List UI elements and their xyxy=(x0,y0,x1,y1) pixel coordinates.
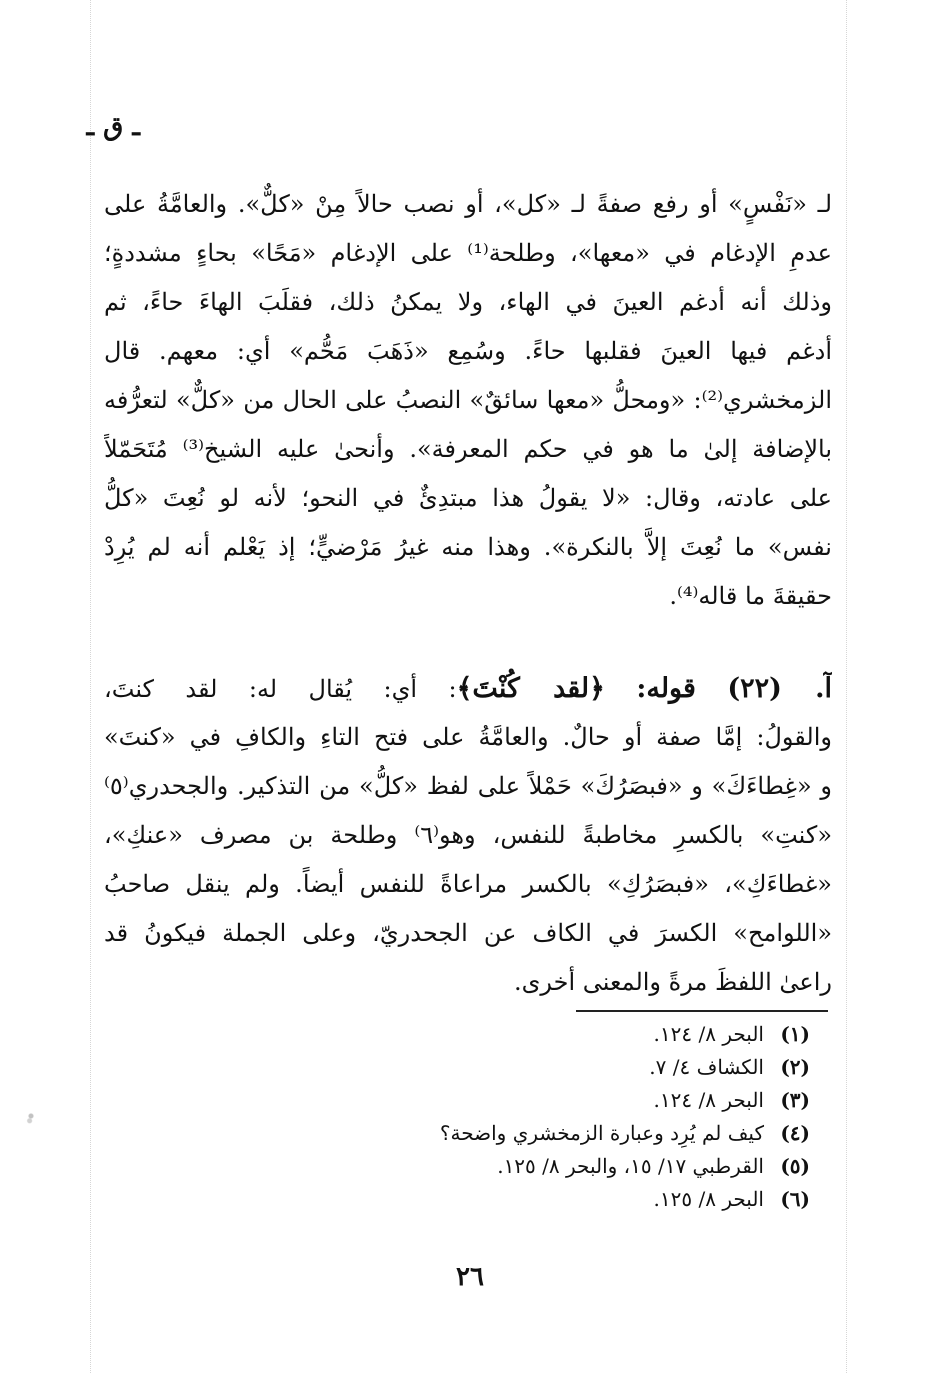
footnote-text: البحر ٨/ ١٢٤. xyxy=(653,1088,764,1112)
footnote-text: البحر ٨/ ١٢٥. xyxy=(653,1187,764,1211)
text-line: نفس» ما نُعِتَ إلاَّ بالنكرة». وهذا منه غيرُ مَرْضيٍّ؛ إذ يَعْلم أنه لم يُرِدْ xyxy=(104,533,832,561)
footnote-item xyxy=(250,1018,810,1051)
section-number: آ. (٢٢) xyxy=(727,673,832,704)
text-line: أدغم فيها العينَ فقلبها حاءً. وسُمِع «ذَهَبَ مَحُّم» أي: معهم. قال xyxy=(104,337,832,365)
footnote-item xyxy=(250,1150,810,1183)
text-line: «كنتِ» بالكسرِ مخاطبةً للنفس، وهو⁽٦⁾ وطلحة بن مصرف «عنكِ»، xyxy=(104,821,832,849)
text-line: الزمخشري⁽²⁾: «ومحلُّ «معها سائقٌ» النصبُ على الحال من «كلٌّ» لتعرُّفه xyxy=(104,386,832,414)
text-line: عدمِ الإدغام في «معها»، وطلحة⁽¹⁾ على الإدغام «مَحًا» بحاءٍ مشددةٍ؛ xyxy=(104,239,832,267)
footnote-item xyxy=(250,1051,810,1084)
footnote-text: البحر ٨/ ١٢٤. xyxy=(653,1022,764,1046)
text-line: و «غِطاءَكَ» و «فبصَرُكَ» حَمْلاً على لفظ «كلُّ» من التذكير. والجحدري⁽٥⁾ xyxy=(104,772,832,800)
footnote-item xyxy=(250,1183,810,1216)
text-line: راعىٰ اللفظَ مرةً والمعنى أخرى. xyxy=(513,968,832,996)
footnote-number: (٤) xyxy=(780,1121,810,1145)
scan-guide-line xyxy=(846,0,847,1373)
footnotes xyxy=(250,1018,810,1216)
running-header-mark: ـ ق ـ xyxy=(86,112,140,142)
page-number: ٢٦ xyxy=(456,1262,484,1292)
text-line: حقيقةَ ما قاله⁽⁴⁾. xyxy=(669,582,832,610)
paragraph-1 xyxy=(104,180,832,621)
text-line: «غطاءَكِ»، «فبصَرُكِ» بالكسر مراعاةً للنفس أيضاً. ولم ينقل صاحبُ xyxy=(104,870,832,898)
footnote-number: (٣) xyxy=(780,1088,810,1112)
paragraph-2 xyxy=(104,664,832,1007)
footnote-divider xyxy=(576,1010,828,1012)
footnote-text: كيف لم يُرِد وعبارة الزمخشري واضحة؟ xyxy=(439,1121,764,1145)
text-line: «اللوامح» الكسرَ في الكاف عن الجحدريّ، وعلى الجملة فيكونُ قد xyxy=(104,919,832,947)
footnote-number: (١) xyxy=(780,1022,810,1046)
scan-guide-line xyxy=(90,0,91,1373)
quranic-quote: ﴿لقد كُنْتَ﴾ xyxy=(456,673,605,704)
heading-continuation: : أي: يُقال له: لقد كنتَ، xyxy=(104,675,457,703)
text-line: لـ «نَفْسٍ» أو رفع صفةً لـ «كل»، أو نصب حالاً مِنْ «كلٌّ». والعامَّةُ على xyxy=(104,190,832,218)
text-line: وذلك أنه أدغم العينَ في الهاء، ولا يمكنُ ذلك، فقلَبَ الهاءَ حاءً، ثم xyxy=(104,288,832,316)
footnote-item xyxy=(250,1084,810,1117)
text-line: على عادته، وقال: «لا يقولُ هذا مبتدِئٌ في النحو؛ لأنه لو نُعِتَ «كلُّ xyxy=(104,484,832,512)
footnote-number: (٢) xyxy=(780,1055,810,1079)
section-lemma-label: قوله: xyxy=(636,673,696,704)
footnote-text: القرطبي ١٧/ ١٥، والبحر ٨/ ١٢٥. xyxy=(497,1154,764,1178)
text-line: بالإضافة إلىٰ ما هو في حكم المعرفة». وأنحىٰ عليه الشيخ⁽³⁾ مُتَحَمّلاً xyxy=(104,435,832,463)
scan-speck xyxy=(24,1104,38,1128)
footnote-item xyxy=(250,1117,810,1150)
section-heading-line xyxy=(104,664,832,713)
footnote-text: الكشاف ٤/ ٧. xyxy=(649,1055,764,1079)
footnote-number: (٥) xyxy=(780,1154,810,1178)
text-line: والقولُ: إمَّا صفة أو حالٌ. والعامَّةُ على فتح التاءِ والكافِ في «كنتَ» xyxy=(104,723,832,751)
footnote-number: (٦) xyxy=(780,1187,810,1211)
